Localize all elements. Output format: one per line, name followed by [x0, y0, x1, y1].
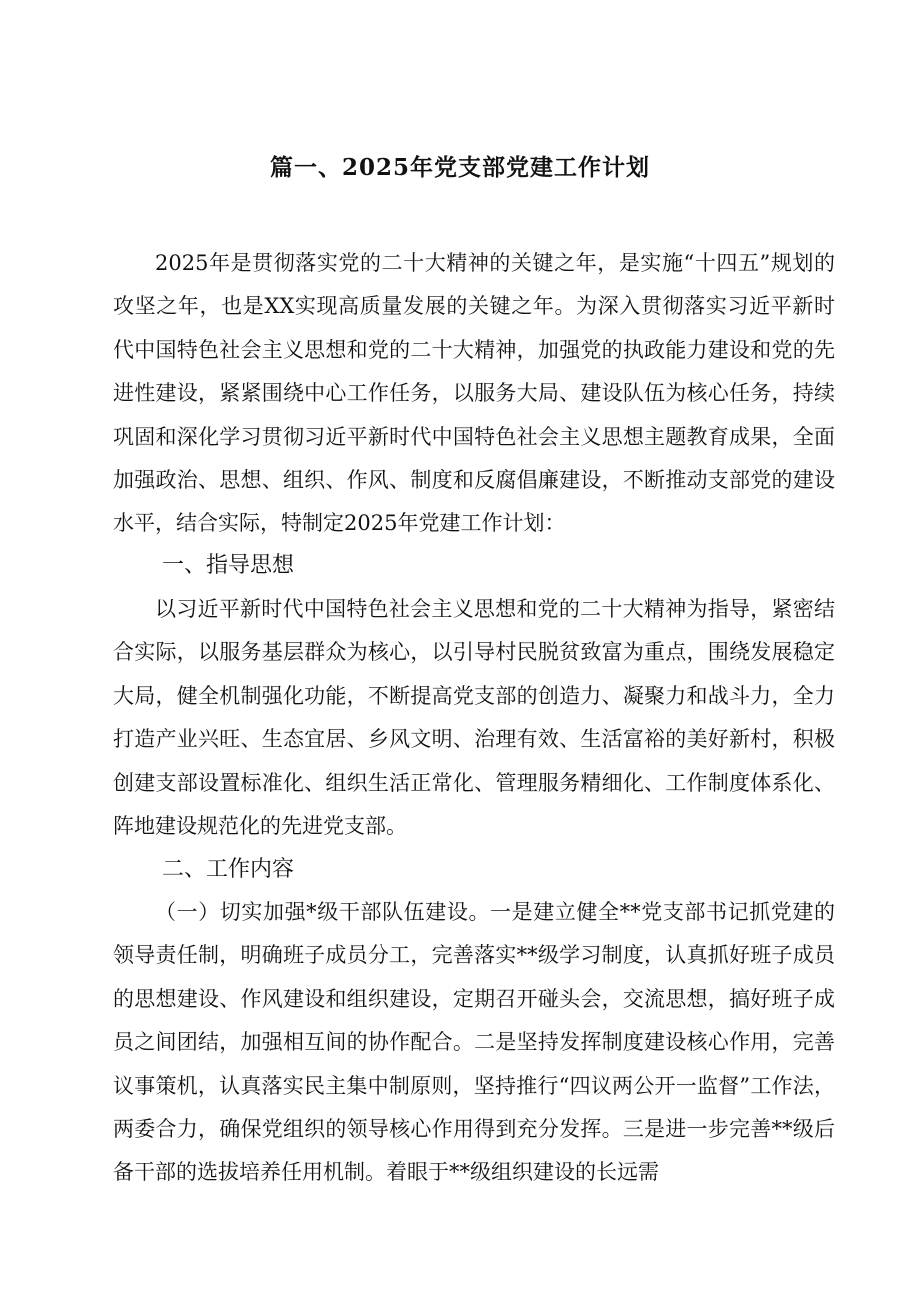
guiding-ideology-paragraph: 以习近平新时代中国特色社会主义思想和党的二十大精神为指导，紧密结合实际，以服务基层群众为核心，以引导村民脱贫致富为重点，围绕发展稳定大局，健全机制强化功能，不断提高党支部的创造力、凝聚力和战斗力，全力打造产业兴旺、生态宜居、乡风文明、治理有效、生活富裕的美好新村，积极创建支部设置标准化、组织生活正常化、管理服务精细化、工作制度体系化、阵地建设规范化的先进党支部。	[113, 597, 835, 839]
intro-paragraph: 2025年是贯彻落实党的二十大精神的关键之年，是实施“十四五”规划的攻坚之年，也是XX实现高质量发展的关键之年。为深入贯彻落实习近平新时代中国特色社会主义思想和党的二十大精神，加强党的执政能力建设和党的先进性建设，紧紧围绕中心工作任务，以服务大局、建设队伍为核心任务，持续巩固和深化学习贯彻习近平新时代中国特色社会主义思想主题教育成果，全面加强政治、思想、组织、作风、制度和反腐倡廉建设，不断推动支部党的建设水平，结合实际，特制定2025年党建工作计划：	[113, 251, 835, 536]
work-content-paragraph: （一）切实加强*级干部队伍建设。一是建立健全**党支部书记抓党建的领导责任制，明确班子成员分工，完善落实**级学习制度，认真抓好班子成员的思想建设、作风建设和组织建设，定期召开碰头会，交流思想，搞好班子成员之间团结，加强相互间的协作配合。二是坚持发挥制度建设核心作用，完善议事策机，认真落实民主集中制原则，坚持推行“四议两公开一监督”工作法，两委合力，确保党组织的领导核心作用得到充分发挥。三是进一步完善**级后备干部的选拔培养任用机制。着眼于**级组织建设的长远需	[113, 900, 835, 1185]
section-heading-work-content: 二、工作内容	[162, 857, 295, 882]
document-title: 篇一、2025年党支部党建工作计划	[269, 154, 650, 181]
section-heading-guiding-ideology: 一、指导思想	[162, 553, 295, 578]
